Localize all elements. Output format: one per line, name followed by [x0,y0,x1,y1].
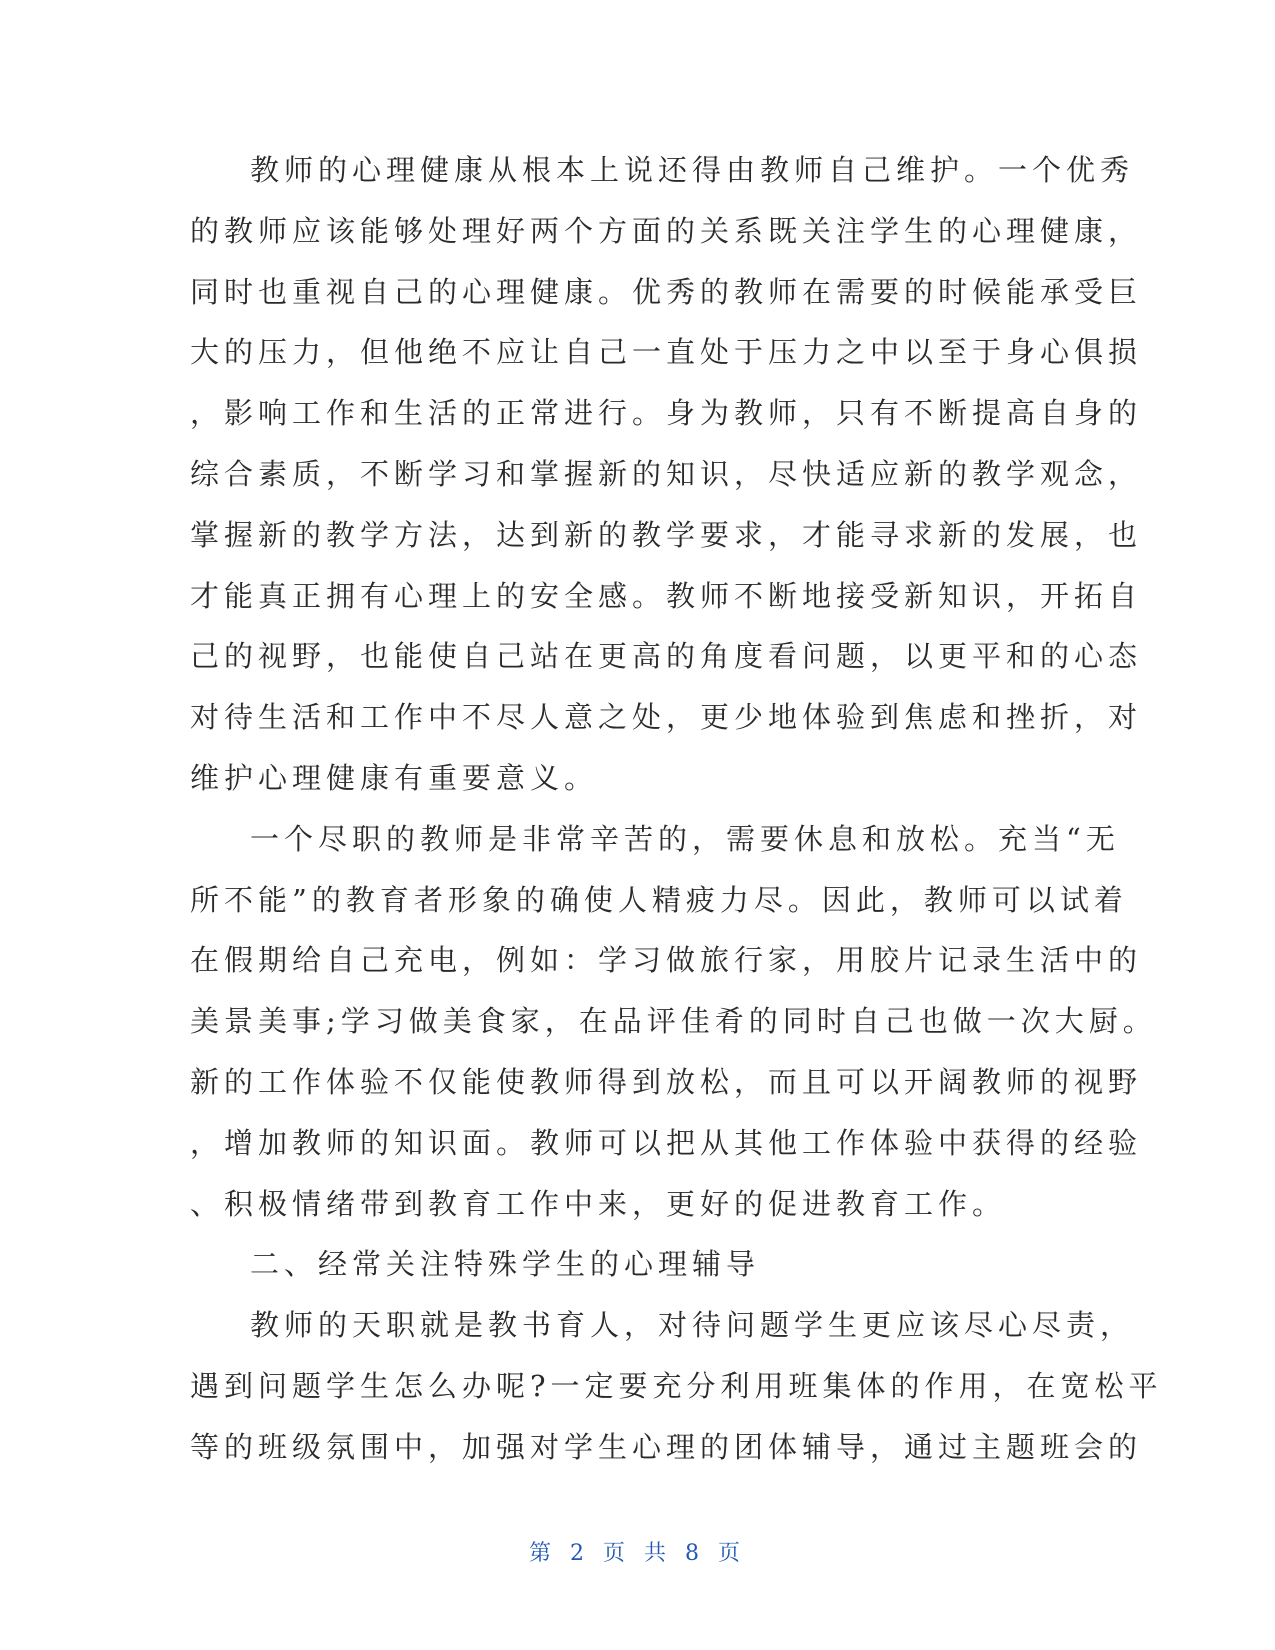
text-line: 遇到问题学生怎么办呢?一定要充分利用班集体的作用，在宽松平 [190,1368,1163,1403]
document-body [190,140,1163,1478]
text-line: 大的压力，但他绝不应让自己一直处于压力之中以至于身心俱损 [190,335,1143,370]
text-line: 己的视野，也能使自己站在更高的角度看问题，以更平和的心态 [190,639,1143,674]
text-line: ，增加教师的知识面。教师可以把从其他工作体验中获得的经验 [190,1125,1143,1160]
text-line: 美景美事;学习做美食家，在品评佳肴的同时自己也做一次大厨。 [190,1004,1157,1039]
page-number-footer: 第 2 页 共 8 页 [529,1541,746,1566]
text-line: 维护心理健康有重要意义。 [190,760,599,795]
section-heading: 二、经常关注特殊学生的心理辅导 [250,1247,761,1282]
text-line: 等的班级氛围中，加强对学生心理的团体辅导，通过主题班会的 [190,1429,1143,1464]
text-line: 同时也重视自己的心理健康。优秀的教师在需要的时候能承受巨 [190,274,1143,309]
text-line: 、积极情绪带到教育工作中来，更好的促进教育工作。 [190,1186,1007,1221]
text-line: 综合素质，不断学习和掌握新的知识，尽快适应新的教学观念， [190,456,1143,491]
text-line: 掌握新的教学方法，达到新的教学要求，才能寻求新的发展，也 [190,517,1143,552]
text-line: 新的工作体验不仅能使教师得到放松，而且可以开阔教师的视野 [190,1064,1143,1099]
text-line: 所不能”的教育者形象的确使人精疲力尽。因此，教师可以试着 [190,882,1128,917]
text-line: 才能真正拥有心理上的安全感。教师不断地接受新知识，开拓自 [190,578,1143,613]
text-line: 在假期给自己充电，例如：学习做旅行家，用胶片记录生活中的 [190,943,1143,978]
text-line: 对待生活和工作中不尽人意之处，更少地体验到焦虑和挫折，对 [190,700,1143,735]
text-line: 教师的天职就是教书育人，对待问题学生更应该尽心尽责， [250,1308,1135,1343]
text-line: 一个尽职的教师是非常辛苦的，需要休息和放松。充当“无 [250,821,1120,856]
text-line: 教师的心理健康从根本上说还得由教师自己维护。一个优秀 [250,153,1135,187]
text-line: 的教师应该能够处理好两个方面的关系既关注学生的心理健康， [190,213,1143,248]
text-line: ，影响工作和生活的正常进行。身为教师，只有不断提高自身的 [190,396,1143,431]
